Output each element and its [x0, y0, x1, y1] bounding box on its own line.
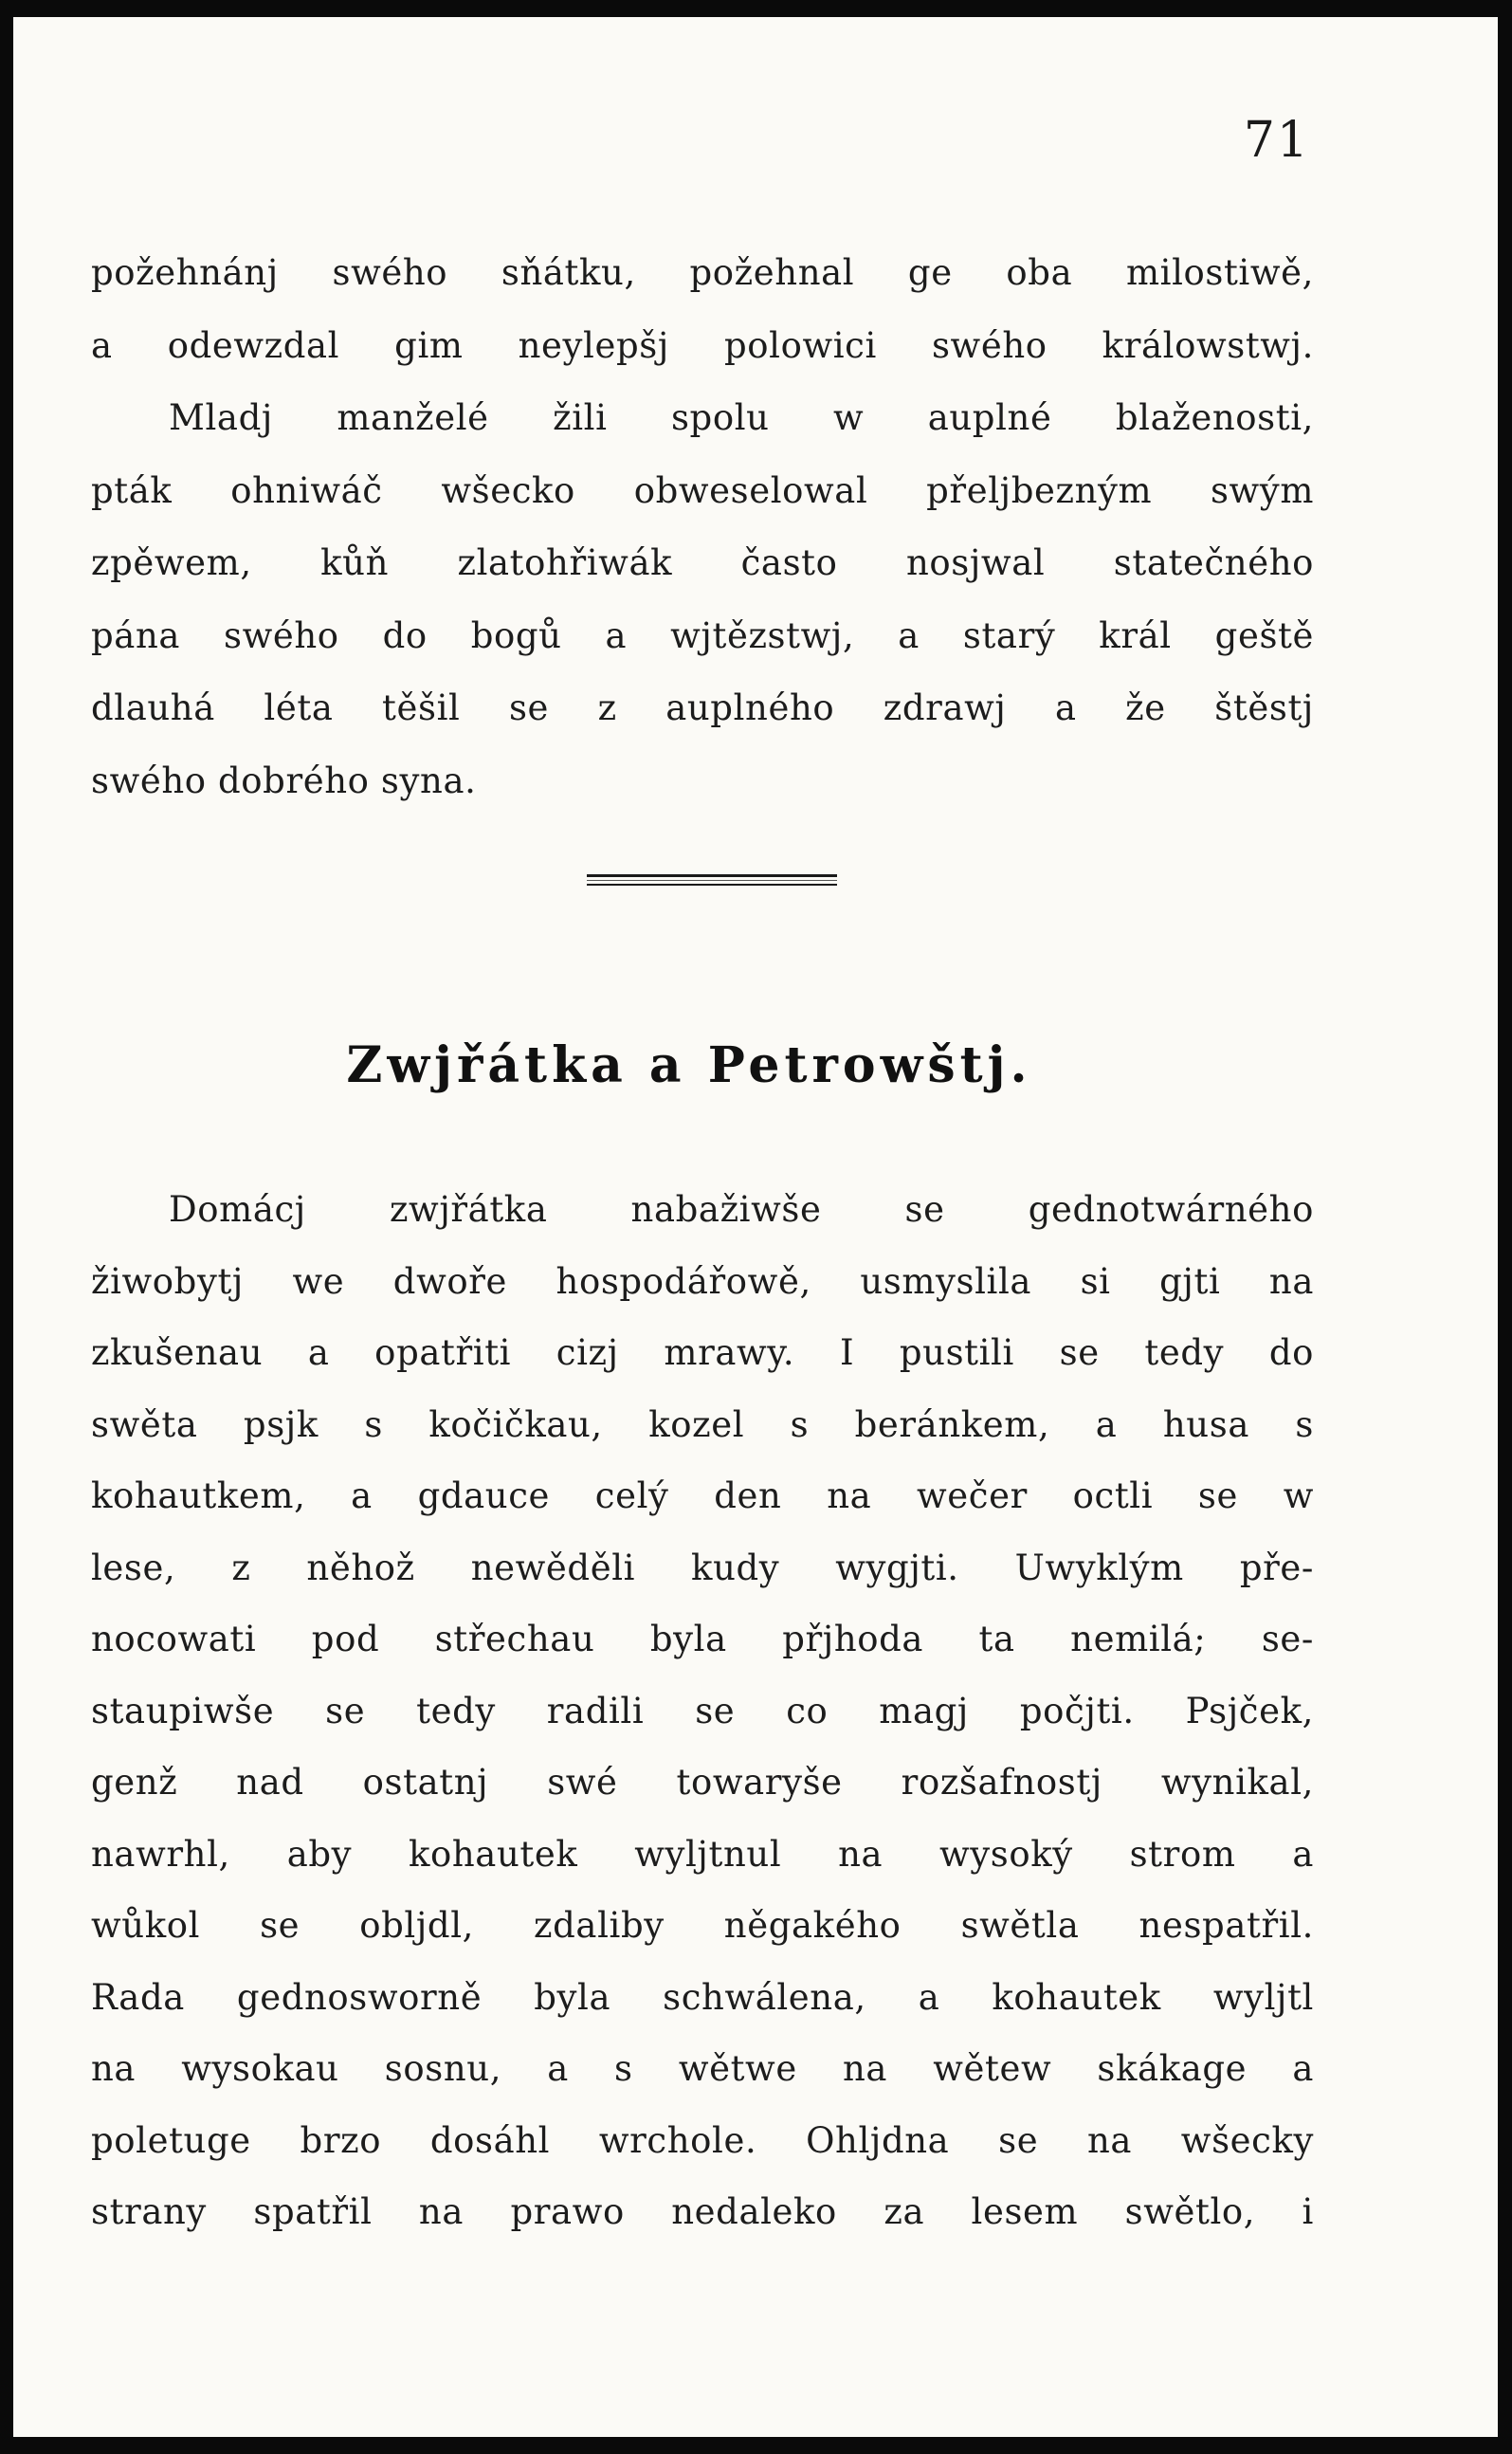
text-line: staupiwše se tedy radili se co magj počjti. Psjček,	[91, 1690, 1314, 1731]
text-line: Domácj zwjřátka nabažiwše se gednotwárného	[169, 1189, 1314, 1230]
section-heading: Zwjřátka a Petrowštj.	[346, 1036, 1032, 1094]
text-line: požehnánj swého sňátku, požehnal ge oba milostiwě,	[91, 252, 1314, 293]
text-line: pána swého do bogů a wjtězstwj, a starý král geště	[91, 614, 1314, 656]
text-line: Mladj manželé žili spolu w auplné blaženosti,	[169, 397, 1314, 438]
paragraph-continuation	[91, 237, 1314, 817]
text-line: poletuge brzo dosáhl wrchole. Ohljdna se na wšecky	[91, 2119, 1314, 2161]
text-line: wůkol se obljdl, zdaliby něgakého swětla nespatřil.	[91, 1905, 1314, 1946]
text-line: pták ohniwáč wšecko obweselowal přeljbezným swým	[91, 469, 1314, 511]
section-separator-rule	[587, 874, 837, 886]
text-line: nawrhl, aby kohautek wyljtnul na wysoký strom a	[91, 1833, 1314, 1875]
text-line: lese, z něhož newěděli kudy wygjti. Uwyklým pře-	[91, 1547, 1314, 1588]
text-line: žiwobytj we dwoře hospodářowě, usmyslila si gjti na	[91, 1260, 1314, 1302]
text-line: kohautkem, a gdauce celý den na wečer octli se w	[91, 1475, 1314, 1516]
paragraph-body	[91, 1174, 1314, 2248]
text-line: a odewzdal gim neylepšj polowici swého králowstwj.	[91, 324, 1314, 366]
text-line: dlauhá léta těšil se z auplného zdrawj a že štěstj	[91, 687, 1314, 728]
text-line: swého dobrého syna.	[91, 760, 477, 801]
text-line: zkušenau a opatřiti cizj mrawy. I pustili se tedy do	[91, 1332, 1314, 1373]
text-line: strany spatřil na prawo nedaleko za lesem swětlo, i	[91, 2191, 1314, 2232]
text-line: na wysokau sosnu, a s wětwe na wětew skákage a	[91, 2048, 1314, 2089]
text-line: zpěwem, kůň zlatohřiwák často nosjwal statečného	[91, 542, 1314, 583]
book-page	[13, 17, 1498, 2437]
text-line: swěta psjk s kočičkau, kozel s beránkem, a husa s	[91, 1403, 1314, 1445]
text-line: genž nad ostatnj swé towaryše rozšafnostj wynikal,	[91, 1762, 1314, 1803]
page-number: 71	[1243, 112, 1310, 169]
text-line: Rada gednosworně byla schwálena, a kohautek wyljtl	[91, 1976, 1314, 2018]
text-line: nocowati pod střechau byla přjhoda ta nemilá; se-	[91, 1619, 1314, 1659]
